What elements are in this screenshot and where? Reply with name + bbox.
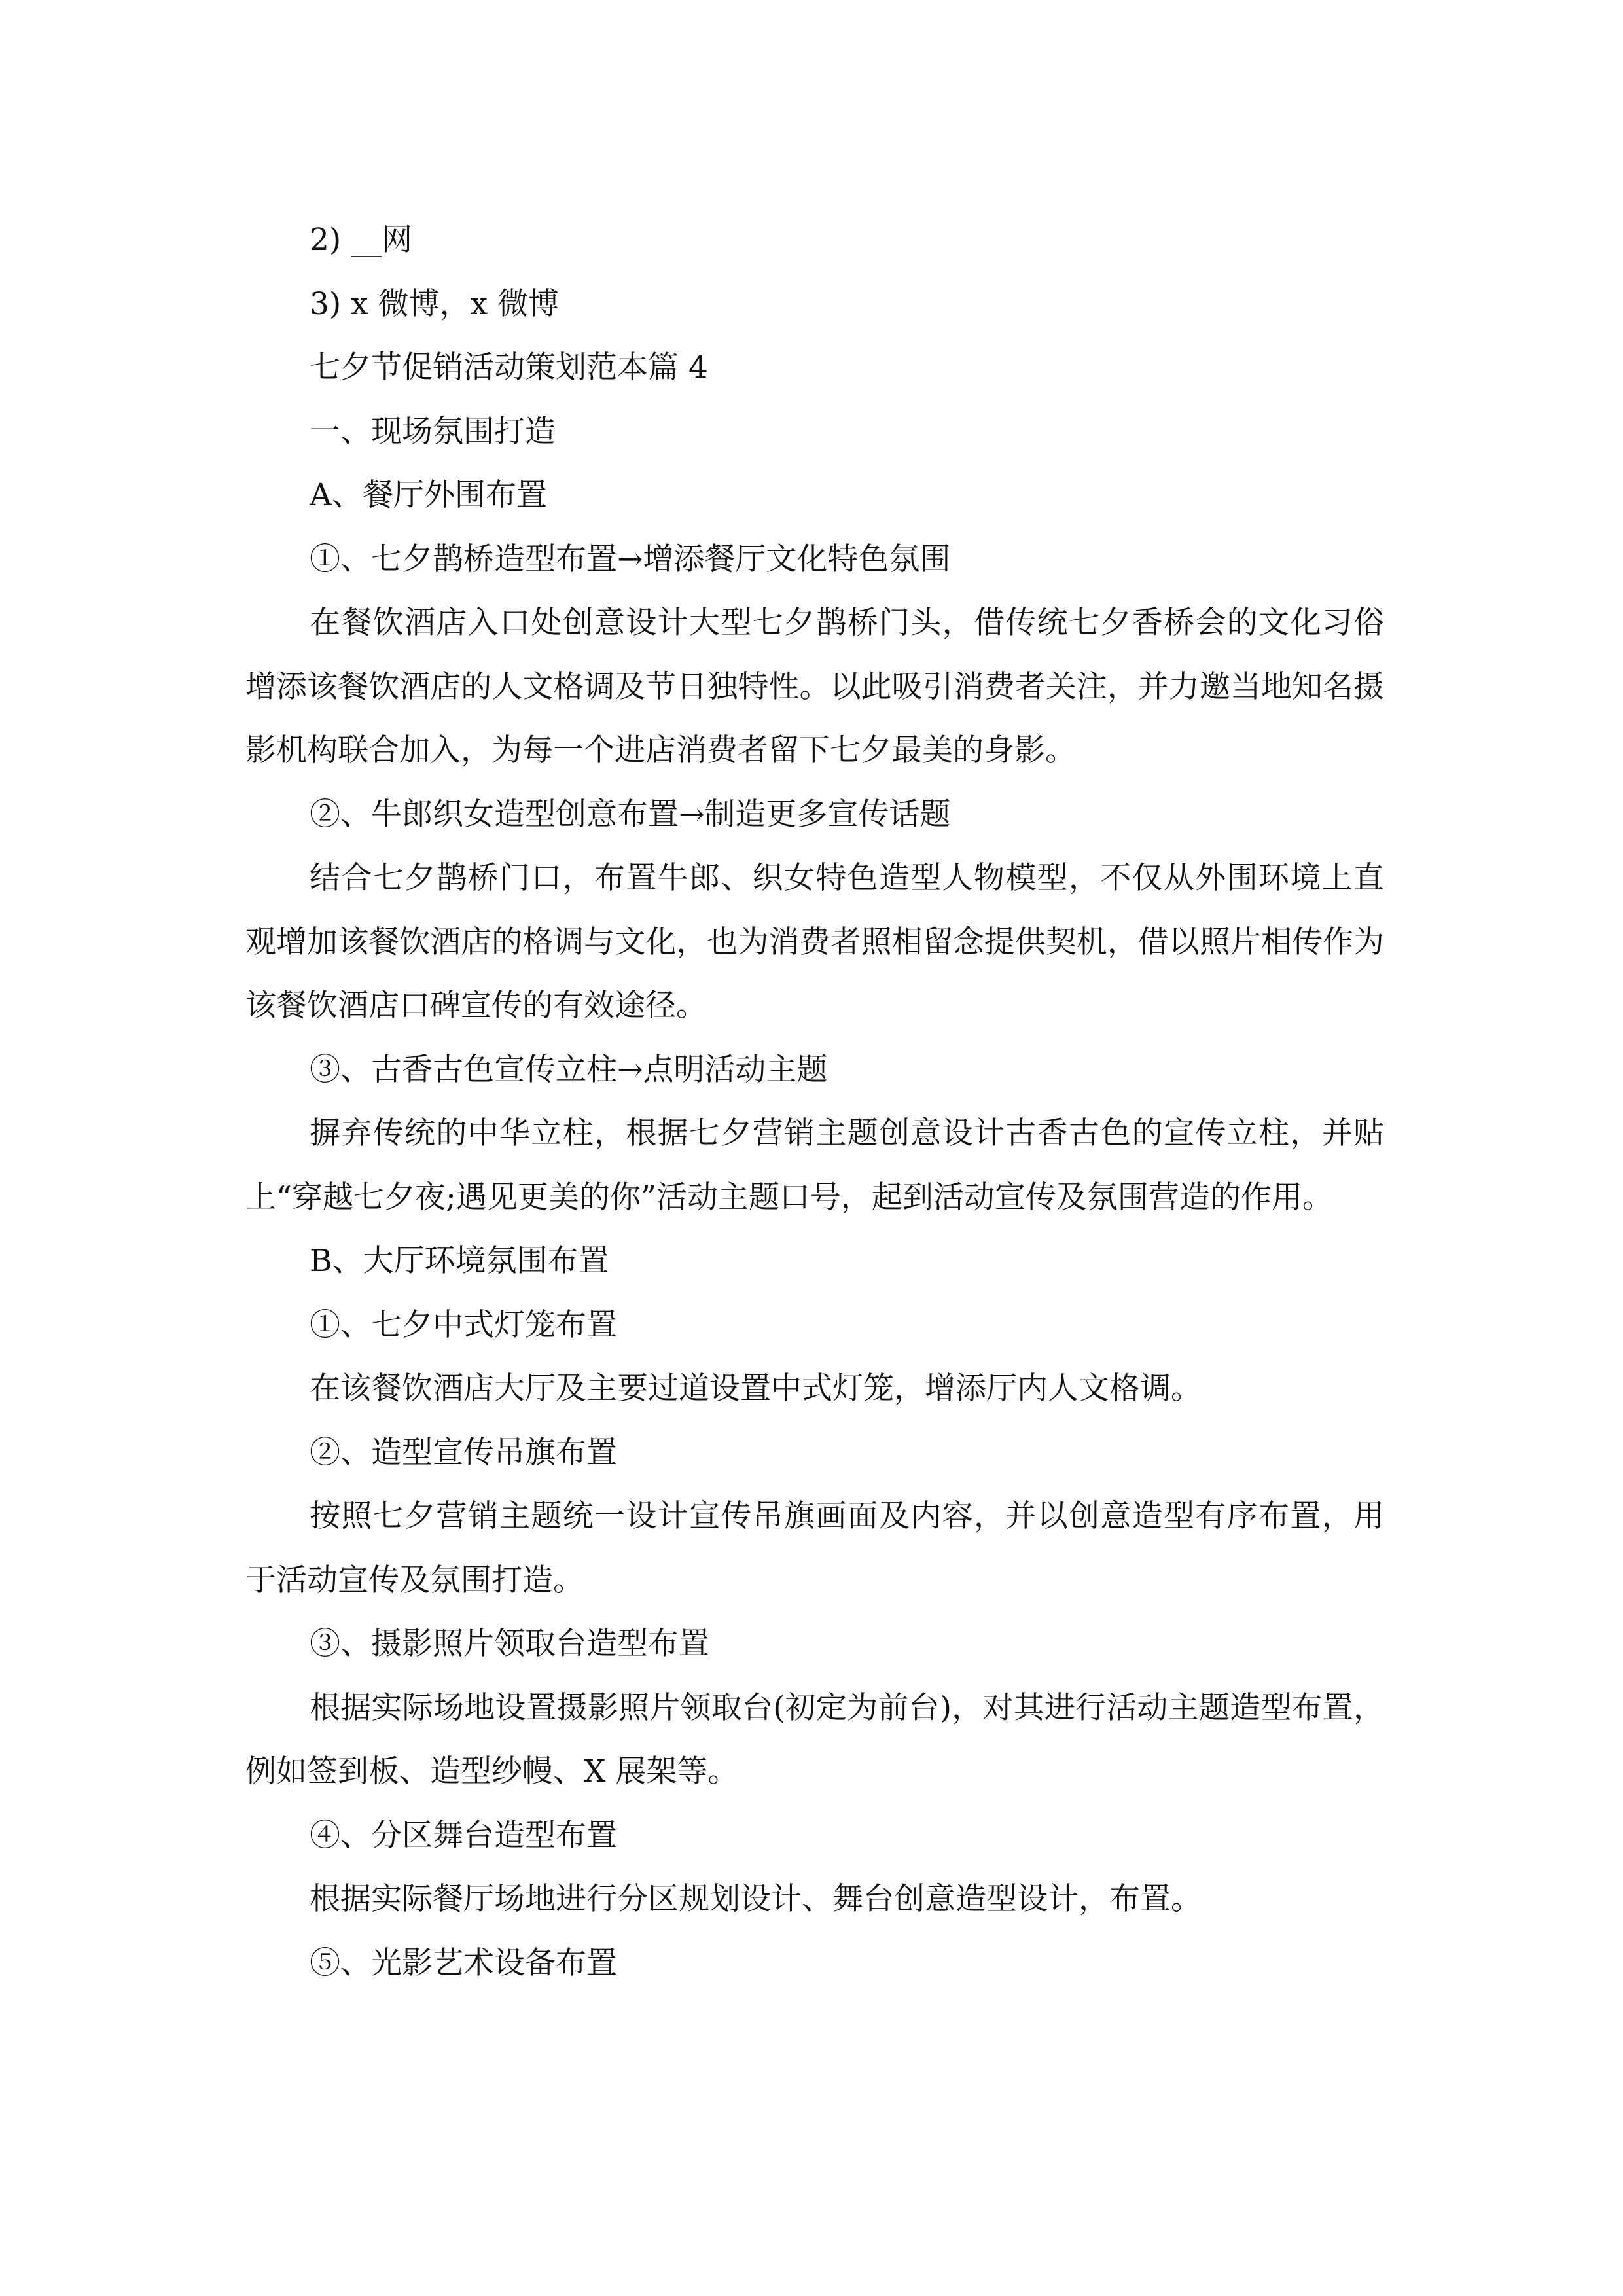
subheading-a1: ①、七夕鹊桥造型布置→增添餐厅文化特色氛围 bbox=[310, 541, 951, 577]
subheading-b2: ②、造型宣传吊旗布置 bbox=[310, 1434, 617, 1471]
document-body bbox=[245, 208, 1384, 1995]
section-title: 七夕节促销活动策划范本篇 4 bbox=[310, 350, 708, 386]
subheading-a2: ②、牛郎织女造型创意布置→制造更多宣传话题 bbox=[310, 796, 951, 833]
heading-part-1: 一、现场氛围打造 bbox=[310, 413, 556, 450]
subheading-a3: ③、古香古色宣传立柱→点明活动主题 bbox=[310, 1051, 828, 1088]
paragraph-b4: 根据实际餐厅场地进行分区规划设计、舞台创意造型设计，布置。 bbox=[310, 1881, 1202, 1917]
paragraph-a1: 在餐饮酒店入口处创意设计大型七夕鹊桥门头，借传统七夕香桥会的文化习俗增添该餐饮酒店的人文格调及节日独特性。以此吸引消费者关注，并力邀当地知名摄影机构联合加入，为每一个进店消费者留下七夕最美的身影。 bbox=[245, 605, 1384, 768]
paragraph-a2: 结合七夕鹊桥门口，布置牛郎、织女特色造型人物模型，不仅从外围环境上直观增加该餐饮酒店的格调与文化，也为消费者照相留念提供契机，借以照片相传作为该餐饮酒店口碑宣传的有效途径。 bbox=[245, 860, 1384, 1024]
heading-section-b: B、大厅环境氛围布置 bbox=[310, 1243, 609, 1279]
subheading-b4: ④、分区舞台造型布置 bbox=[310, 1817, 617, 1854]
list-item-3: 3) x 微博，x 微博 bbox=[310, 285, 560, 322]
heading-section-a: A、餐厅外围布置 bbox=[310, 477, 547, 513]
subheading-b5: ⑤、光影艺术设备布置 bbox=[310, 1945, 617, 1981]
paragraph-b3: 根据实际场地设置摄影照片领取台(初定为前台)，对其进行活动主题造型布置，例如签到板、造型纱幔、X 展架等。 bbox=[245, 1689, 1384, 1789]
paragraph-b1: 在该餐饮酒店大厅及主要过道设置中式灯笼，增添厅内人文格调。 bbox=[310, 1371, 1202, 1407]
list-item-2: 2) __网 bbox=[310, 222, 413, 258]
paragraph-a3: 摒弃传统的中华立柱，根据七夕营销主题创意设计古香古色的宣传立柱，并贴上“穿越七夕夜;遇见更美的你”活动主题口号，起到活动宣传及氛围营造的作用。 bbox=[245, 1115, 1384, 1215]
subheading-b3: ③、摄影照片领取台造型布置 bbox=[310, 1626, 709, 1662]
paragraph-b2: 按照七夕营销主题统一设计宣传吊旗画面及内容，并以创意造型有序布置，用于活动宣传及氛围打造。 bbox=[245, 1498, 1384, 1598]
subheading-b1: ①、七夕中式灯笼布置 bbox=[310, 1306, 617, 1343]
